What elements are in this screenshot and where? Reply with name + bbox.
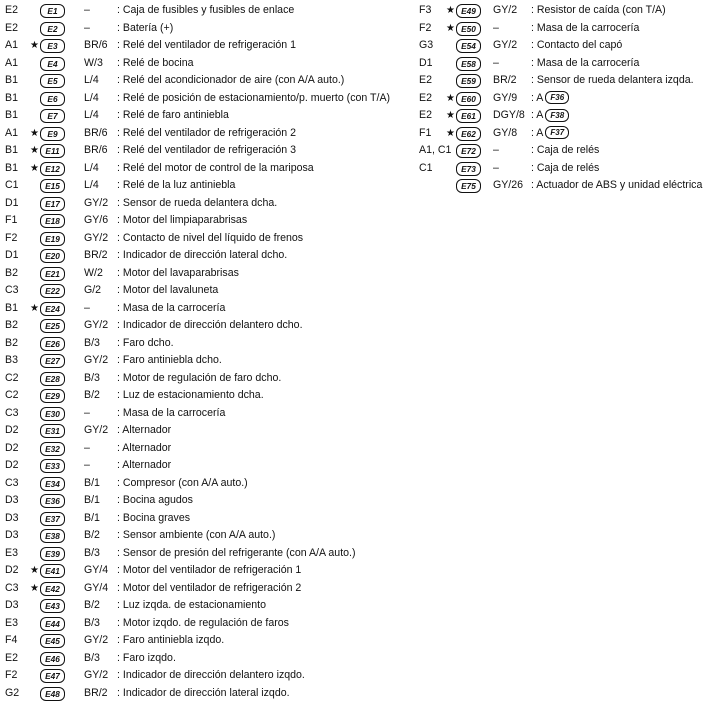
wire-spec: GY/26 (493, 177, 523, 195)
wire-spec: B/3 (84, 370, 100, 388)
wire-spec: B/2 (84, 597, 100, 615)
connector-code: E46 (40, 652, 65, 666)
connector-code: E37 (40, 512, 65, 526)
connector-row (0, 440, 420, 458)
connector-row (0, 492, 420, 510)
star-marker: ★ (30, 300, 39, 318)
connector-code: E9 (40, 127, 65, 141)
connector-code: E6 (40, 92, 65, 106)
connector-row (0, 597, 420, 615)
grid-location: E2 (5, 650, 18, 668)
connector-description: : Motor del lavaluneta (117, 282, 218, 300)
connector-row (0, 370, 420, 388)
connector-row (0, 72, 420, 90)
connector-code: E19 (40, 232, 65, 246)
wire-spec: L/4 (84, 177, 99, 195)
grid-location: A1 (5, 55, 18, 73)
connector-row (0, 195, 420, 213)
connector-code: E17 (40, 197, 65, 211)
wire-spec: GY/9 (493, 90, 517, 108)
connector-description: : Caja de fusibles y fusibles de enlace (117, 2, 294, 20)
wire-spec: BR/6 (84, 37, 108, 55)
star-marker: ★ (446, 90, 455, 108)
wire-spec: G/2 (84, 282, 101, 300)
connector-code: E32 (40, 442, 65, 456)
connector-code: E50 (456, 22, 481, 36)
grid-location: E2 (419, 90, 432, 108)
wire-spec: BR/2 (84, 685, 108, 702)
wire-spec: B/1 (84, 510, 100, 528)
wire-spec: GY/2 (84, 632, 108, 650)
grid-location: B3 (5, 352, 18, 370)
connector-row (0, 55, 420, 73)
connector-description: : Relé del ventilador de refrigeración 1 (117, 37, 296, 55)
connector-description: : Contacto del capó (531, 37, 622, 55)
wire-spec: – (493, 55, 499, 73)
grid-location: D2 (5, 457, 19, 475)
connector-code: E41 (40, 564, 65, 578)
grid-location: F2 (419, 20, 431, 38)
connector-row (0, 265, 420, 283)
connector-code: E45 (40, 634, 65, 648)
connector-description: : Motor del limpiaparabrisas (117, 212, 247, 230)
wire-spec: GY/4 (84, 580, 108, 598)
connector-description: : Indicador de dirección lateral izqdo. (117, 685, 290, 702)
connector-description: : Batería (+) (117, 20, 173, 38)
connector-code: E21 (40, 267, 65, 281)
grid-location: C1 (419, 160, 433, 178)
connector-code: E44 (40, 617, 65, 631)
wire-spec: B/1 (84, 492, 100, 510)
wire-spec: – (84, 300, 90, 318)
star-marker: ★ (30, 580, 39, 598)
grid-location: F2 (5, 667, 17, 685)
connector-code: E30 (40, 407, 65, 421)
connector-reference: F36 (545, 91, 569, 104)
grid-location: F4 (5, 632, 17, 650)
grid-location: A1, C1 (419, 142, 451, 160)
star-marker: ★ (446, 107, 455, 125)
connector-reference: F38 (545, 109, 569, 122)
connector-code: E31 (40, 424, 65, 438)
wire-spec: B/3 (84, 650, 100, 668)
connector-code: E3 (40, 39, 65, 53)
connector-description: : Faro antiniebla dcho. (117, 352, 222, 370)
connector-row (0, 562, 420, 580)
connector-description (531, 107, 569, 125)
connector-description: : Sensor de presión del refrigerante (con A/A auto.) (117, 545, 356, 563)
connector-description: : Motor del ventilador de refrigeración 1 (117, 562, 301, 580)
connector-row (0, 177, 420, 195)
connector-reference: F37 (545, 126, 569, 139)
connector-row (0, 580, 420, 598)
connector-code: E15 (40, 179, 65, 193)
connector-description: : Compresor (con A/A auto.) (117, 475, 248, 493)
wire-spec: GY/8 (493, 125, 517, 143)
connector-code: E20 (40, 249, 65, 263)
wire-spec: BR/2 (84, 247, 108, 265)
wire-spec: – (84, 457, 90, 475)
connector-row (416, 107, 714, 125)
connector-description: : Faro antiniebla izqdo. (117, 632, 224, 650)
grid-location: D2 (5, 562, 19, 580)
connector-description: : Faro izqdo. (117, 650, 176, 668)
connector-list-left (0, 2, 420, 702)
wire-spec: GY/2 (84, 230, 108, 248)
connector-description: : Relé de faro antiniebla (117, 107, 229, 125)
connector-description: : Relé del ventilador de refrigeración 3 (117, 142, 296, 160)
grid-location: B1 (5, 107, 18, 125)
grid-location: C1 (5, 177, 19, 195)
connector-code: E39 (40, 547, 65, 561)
connector-row (416, 2, 714, 20)
wire-spec: B/1 (84, 475, 100, 493)
connector-code: E24 (40, 302, 65, 316)
connector-description (531, 125, 569, 143)
connector-code: E75 (456, 179, 481, 193)
wire-spec: W/3 (84, 55, 103, 73)
connector-row (416, 20, 714, 38)
grid-location: D1 (5, 195, 19, 213)
grid-location: C3 (5, 475, 19, 493)
connector-code: E38 (40, 529, 65, 543)
grid-location: F1 (5, 212, 17, 230)
connector-code: E2 (40, 22, 65, 36)
connector-description: : Motor del ventilador de refrigeración 2 (117, 580, 301, 598)
wire-spec: L/4 (84, 160, 99, 178)
wire-spec: – (84, 2, 90, 20)
connector-row (0, 352, 420, 370)
wire-spec: B/2 (84, 527, 100, 545)
connector-row (416, 125, 714, 143)
star-marker: ★ (30, 142, 39, 160)
connector-row (0, 457, 420, 475)
connector-code: E73 (456, 162, 481, 176)
wire-spec: – (84, 405, 90, 423)
grid-location: E2 (419, 72, 432, 90)
connector-row (416, 37, 714, 55)
connector-code: E49 (456, 4, 481, 18)
connector-description: : Motor izqdo. de regulación de faros (117, 615, 289, 633)
grid-location: E3 (5, 615, 18, 633)
wire-spec: GY/2 (493, 2, 517, 20)
connector-row (0, 510, 420, 528)
connector-code: E27 (40, 354, 65, 368)
wire-spec: B/3 (84, 335, 100, 353)
connector-list-right (416, 2, 714, 195)
grid-location: E3 (5, 545, 18, 563)
connector-description: : Sensor de rueda delantera dcha. (117, 195, 277, 213)
connector-row (0, 282, 420, 300)
connector-code: E1 (40, 4, 65, 18)
connector-description: : Relé de posición de estacionamiento/p. muerto (con T/A) (117, 90, 390, 108)
connector-code: E36 (40, 494, 65, 508)
connector-code: E48 (40, 687, 65, 701)
wire-spec: BR/6 (84, 142, 108, 160)
connector-row (416, 72, 714, 90)
grid-location: F1 (419, 125, 431, 143)
wire-spec: – (493, 160, 499, 178)
wire-spec: BR/6 (84, 125, 108, 143)
connector-row (0, 475, 420, 493)
connector-description: : Caja de relés (531, 160, 599, 178)
star-marker: ★ (30, 562, 39, 580)
connector-code: E18 (40, 214, 65, 228)
grid-location: D1 (5, 247, 19, 265)
connector-description: : Masa de la carrocería (117, 405, 225, 423)
connector-code: E61 (456, 109, 481, 123)
grid-location: A1 (5, 37, 18, 55)
connector-row (0, 317, 420, 335)
connector-code: E12 (40, 162, 65, 176)
grid-location: D3 (5, 492, 19, 510)
connector-row (0, 247, 420, 265)
connector-code: E22 (40, 284, 65, 298)
wire-spec: B/3 (84, 615, 100, 633)
wire-spec: GY/2 (84, 667, 108, 685)
wire-spec: GY/2 (84, 195, 108, 213)
connector-code: E25 (40, 319, 65, 333)
connector-description: : Luz izqda. de estacionamiento (117, 597, 266, 615)
connector-row (416, 177, 714, 195)
connector-description: : Bocina agudos (117, 492, 193, 510)
wire-spec: – (493, 142, 499, 160)
grid-location: B1 (5, 142, 18, 160)
connector-row (0, 615, 420, 633)
connector-description: : Masa de la carrocería (117, 300, 225, 318)
wire-spec: DGY/8 (493, 107, 525, 125)
grid-location: D3 (5, 527, 19, 545)
connector-row (0, 107, 420, 125)
connector-row (0, 212, 420, 230)
wire-spec: L/4 (84, 72, 99, 90)
connector-code: E28 (40, 372, 65, 386)
wire-spec: GY/2 (84, 317, 108, 335)
connector-row (0, 632, 420, 650)
connector-row (0, 125, 420, 143)
connector-description: : Bocina graves (117, 510, 190, 528)
grid-location: E2 (5, 20, 18, 38)
connector-code: E58 (456, 57, 481, 71)
grid-location: B2 (5, 265, 18, 283)
connector-row (0, 300, 420, 318)
wire-spec: GY/2 (84, 422, 108, 440)
star-marker: ★ (446, 125, 455, 143)
connector-description: : Faro dcho. (117, 335, 174, 353)
connector-description: : Caja de relés (531, 142, 599, 160)
connector-description: : Actuador de ABS y unidad eléctrica (531, 177, 702, 195)
grid-location: A1 (5, 125, 18, 143)
connector-description: : Relé del acondicionador de aire (con A/A auto.) (117, 72, 344, 90)
connector-row (0, 422, 420, 440)
connector-description: : Alternador (117, 422, 171, 440)
connector-description: : Alternador (117, 440, 171, 458)
grid-location: F3 (419, 2, 431, 20)
connector-row (0, 142, 420, 160)
connector-code: E54 (456, 39, 481, 53)
connector-description: : Sensor ambiente (con A/A auto.) (117, 527, 275, 545)
wire-spec: BR/2 (493, 72, 517, 90)
grid-location: D2 (5, 440, 19, 458)
wire-spec: GY/2 (493, 37, 517, 55)
connector-description: : Indicador de dirección lateral dcho. (117, 247, 287, 265)
grid-location: C2 (5, 387, 19, 405)
description-text: : A (531, 92, 543, 104)
description-text: : A (531, 127, 543, 139)
connector-code: E33 (40, 459, 65, 473)
wire-spec: GY/4 (84, 562, 108, 580)
connector-code: E62 (456, 127, 481, 141)
connector-description: : Relé de la luz antiniebla (117, 177, 235, 195)
grid-location: D2 (5, 422, 19, 440)
connector-row (416, 142, 714, 160)
grid-location: D3 (5, 510, 19, 528)
grid-location: B1 (5, 90, 18, 108)
grid-location: F2 (5, 230, 17, 248)
star-marker: ★ (30, 160, 39, 178)
connector-row (0, 90, 420, 108)
wire-spec: GY/2 (84, 352, 108, 370)
connector-code: E29 (40, 389, 65, 403)
description-text: : A (531, 109, 543, 121)
grid-location: D1 (419, 55, 433, 73)
connector-row (0, 685, 420, 702)
grid-location: B1 (5, 300, 18, 318)
connector-row (0, 230, 420, 248)
wire-spec: W/2 (84, 265, 103, 283)
connector-description: : Motor de regulación de faro dcho. (117, 370, 281, 388)
connector-code: E5 (40, 74, 65, 88)
grid-location: B2 (5, 317, 18, 335)
connector-row (0, 545, 420, 563)
wire-spec: L/4 (84, 90, 99, 108)
grid-location: C3 (5, 405, 19, 423)
connector-row (0, 667, 420, 685)
grid-location: E2 (419, 107, 432, 125)
connector-code: E34 (40, 477, 65, 491)
connector-row (416, 55, 714, 73)
connector-row (416, 90, 714, 108)
grid-location: G2 (5, 685, 19, 702)
connector-description: : Motor del lavaparabrisas (117, 265, 239, 283)
star-marker: ★ (30, 125, 39, 143)
connector-description: : Relé de bocina (117, 55, 194, 73)
grid-location: D3 (5, 597, 19, 615)
grid-location: C3 (5, 282, 19, 300)
connector-code: E11 (40, 144, 65, 158)
wire-spec: B/3 (84, 545, 100, 563)
grid-location: C3 (5, 580, 19, 598)
connector-description: : Masa de la carrocería (531, 20, 639, 38)
connector-code: E42 (40, 582, 65, 596)
connector-row (0, 37, 420, 55)
connector-row (0, 335, 420, 353)
connector-row (0, 2, 420, 20)
wire-spec: GY/6 (84, 212, 108, 230)
connector-row (0, 405, 420, 423)
grid-location: B2 (5, 335, 18, 353)
wire-spec: L/4 (84, 107, 99, 125)
grid-location: C2 (5, 370, 19, 388)
wire-spec: – (84, 440, 90, 458)
star-marker: ★ (446, 20, 455, 38)
connector-description: : Relé del motor de control de la mariposa (117, 160, 314, 178)
connector-description (531, 90, 569, 108)
connector-description: : Relé del ventilador de refrigeración 2 (117, 125, 296, 143)
connector-description: : Luz de estacionamiento dcha. (117, 387, 264, 405)
connector-description: : Indicador de dirección delantero izqdo. (117, 667, 305, 685)
grid-location: B1 (5, 160, 18, 178)
connector-description: : Contacto de nivel del líquido de frenos (117, 230, 303, 248)
connector-description: : Indicador de dirección delantero dcho. (117, 317, 303, 335)
connector-code: E72 (456, 144, 481, 158)
star-marker: ★ (446, 2, 455, 20)
connector-description: : Resistor de caída (con T/A) (531, 2, 666, 20)
grid-location: E2 (5, 2, 18, 20)
connector-description: : Masa de la carrocería (531, 55, 639, 73)
connector-row (0, 387, 420, 405)
connector-code: E60 (456, 92, 481, 106)
connector-code: E7 (40, 109, 65, 123)
grid-location: G3 (419, 37, 433, 55)
grid-location: B1 (5, 72, 18, 90)
connector-row (0, 20, 420, 38)
connector-code: E26 (40, 337, 65, 351)
wire-spec: – (84, 20, 90, 38)
connector-description: : Alternador (117, 457, 171, 475)
connector-row (416, 160, 714, 178)
connector-row (0, 527, 420, 545)
connector-code: E47 (40, 669, 65, 683)
connector-code: E43 (40, 599, 65, 613)
connector-description: : Sensor de rueda delantera izqda. (531, 72, 694, 90)
connector-row (0, 650, 420, 668)
connector-row (0, 160, 420, 178)
connector-code: E59 (456, 74, 481, 88)
wire-spec: B/2 (84, 387, 100, 405)
wire-spec: – (493, 20, 499, 38)
connector-code: E4 (40, 57, 65, 71)
star-marker: ★ (30, 37, 39, 55)
